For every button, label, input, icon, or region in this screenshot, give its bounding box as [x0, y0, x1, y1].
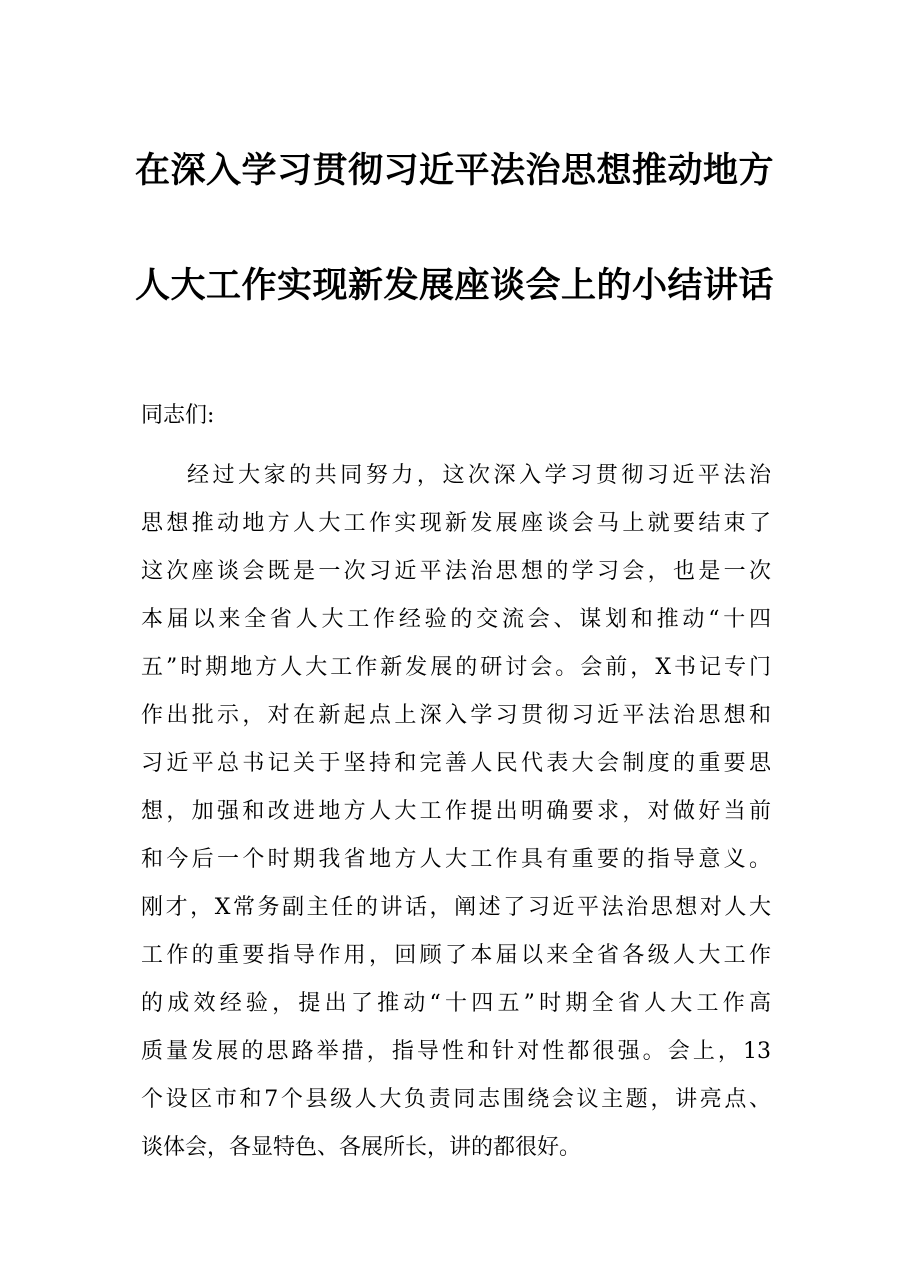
- paragraph-line-1: 经过大家的共同努力，这次深入学习贯彻习近平法治: [187, 463, 771, 488]
- paragraph-line-9: 和今后一个时期我省地方人大工作具有重要的指导意义。: [141, 847, 771, 872]
- title-line-1: 在深入学习贯彻习近平法治思想推动地方: [134, 150, 774, 191]
- title-line-2: 人大工作实现新发展座谈会上的小结讲话: [134, 265, 774, 306]
- paragraph-line-4: 本届以来全省人大工作经验的交流会、谋划和推动“十四: [141, 607, 771, 632]
- paragraph-line-8: 想，加强和改进地方人大工作提出明确要求，对做好当前: [141, 799, 771, 824]
- paragraph-line-10: 刚才，X常务副主任的讲话，阐述了习近平法治思想对人大: [141, 895, 771, 920]
- paragraph-line-2: 思想推动地方人大工作实现新发展座谈会马上就要结束了: [141, 511, 771, 536]
- salutation: 同志们:: [141, 403, 215, 428]
- paragraph-line-11: 工作的重要指导作用，回顾了本届以来全省各级人大工作: [141, 943, 771, 968]
- paragraph-line-15: 谈体会，各显特色、各展所长，讲的都很好。: [141, 1135, 582, 1160]
- paragraph-line-12: 的成效经验，提出了推动“十四五”时期全省人大工作高: [141, 991, 771, 1016]
- paragraph-line-13: 质量发展的思路举措，指导性和针对性都很强。会上，13: [141, 1039, 771, 1064]
- paragraph-line-6: 作出批示，对在新起点上深入学习贯彻习近平法治思想和: [141, 703, 771, 728]
- paragraph-line-7: 习近平总书记关于坚持和完善人民代表大会制度的重要思: [141, 751, 771, 776]
- paragraph-line-3: 这次座谈会既是一次习近平法治思想的学习会，也是一次: [141, 559, 771, 584]
- paragraph-line-14: 个设区市和7个县级人大负责同志围绕会议主题，讲亮点、: [141, 1087, 771, 1112]
- paragraph-line-5: 五”时期地方人大工作新发展的研讨会。会前，X书记专门: [141, 655, 771, 680]
